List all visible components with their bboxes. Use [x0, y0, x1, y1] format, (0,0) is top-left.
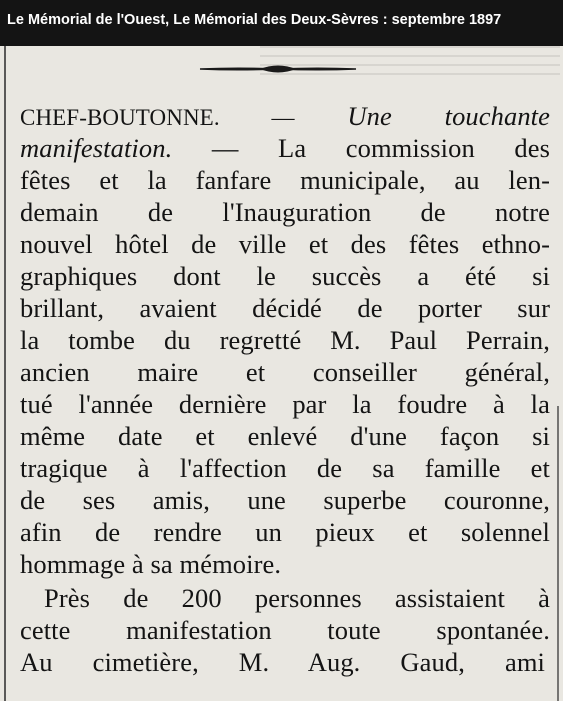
article-line: Au cimetière, M. Aug. Gaud, ami — [20, 647, 545, 677]
article-line: ancien maire et conseiller général, — [20, 357, 550, 387]
article-line: fêtes et la fanfare municipale, au len- — [20, 165, 550, 195]
column-rule-left — [4, 46, 6, 701]
article-line-text: — La commission des — [211, 133, 550, 163]
article-line: tué l'année dernière par la foudre à la — [20, 389, 550, 419]
section-divider-ornament-icon — [198, 62, 358, 76]
article-line: graphiques dont le succès a été si — [20, 261, 550, 291]
image-caption: Le Mémorial de l'Ouest, Le Mémorial des Deux-Sèvres : septembre 1897 — [7, 12, 502, 28]
article-line: afin de rendre un pieux et solennel — [20, 517, 550, 547]
newspaper-clipping — [0, 46, 563, 701]
article-line: même date et enlevé d'une façon si — [20, 421, 550, 451]
article-heading: CHEF-BOUTONNE. — — [20, 105, 295, 130]
article-line: Près de 200 personnes assistaient à — [44, 583, 550, 613]
article-line: nouvel hôtel de ville et des fêtes ethno- — [20, 229, 550, 259]
column-rule-right — [557, 406, 559, 701]
article-line — [20, 132, 550, 164]
article-line: brillant, avaient décidé de porter sur — [20, 293, 550, 323]
article-line: de ses amis, une superbe couronne, — [20, 485, 550, 515]
article-subheading-italic: manifestation. — [20, 133, 173, 163]
caption-bar — [0, 0, 563, 46]
article-line: hommage à sa mémoire. — [20, 549, 282, 579]
article-line: demain de l'Inauguration de notre — [20, 197, 550, 227]
article-line: la tombe du regretté M. Paul Perrain, — [20, 325, 550, 355]
article-heading-italic: Une touchante — [347, 101, 551, 131]
article-line: cette manifestation toute spontanée. — [20, 615, 550, 645]
article-heading-line — [20, 100, 550, 134]
article-line: tragique à l'affection de sa famille et — [20, 453, 550, 483]
